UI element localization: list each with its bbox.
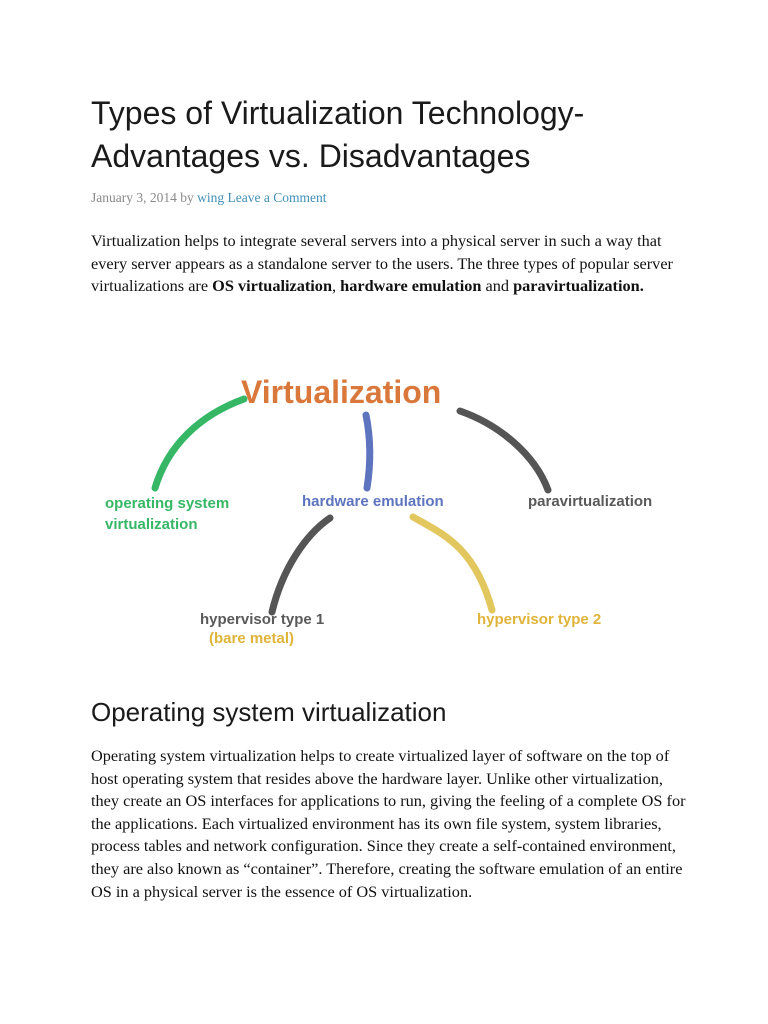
post-date: January 3, 2014 [91,190,177,205]
os-virtualization-label [105,493,229,535]
leave-comment-link[interactable]: Leave a Comment [227,190,327,205]
hypervisor-type1-sub-label: (bare metal) [209,630,295,647]
intro-bold-hardware: hardware emulation [340,276,482,295]
intro-paragraph [91,230,681,298]
branch-para-stroke [460,411,548,490]
branch-hyper1-stroke [272,518,330,612]
intro-text-2: , [332,276,341,295]
intro-text-1: Virtualization helps to integrate several servers into a physical server in such a way that every server appears as a standalone server to the users. The three types of popular server virtualizations are [91,231,673,295]
hardware-emulation-label: hardware emulation [302,493,444,510]
intro-text-3: and [481,276,514,295]
section-paragraph: Operating system virtualization helps to create virtualized layer of software on the top of host operating system that resides above the hardware layer. Unlike other virtualization, they create an OS interfaces for applications to run, giving the feeling of a complete OS for the applications. Each virtualized environment has its own file system, system libraries, process tables and network configuration. Since they create a self-contained environment, they are also known as “container”. Therefore, creating the software emulation of an entire OS in a physical server is the essence of OS virtualization. [91,746,686,901]
diagram-root-label: Virtualization [241,374,442,410]
paravirtualization-label: paravirtualization [528,493,653,510]
hypervisor-type1-label: hypervisor type 1 [200,611,325,628]
branch-hyper2-stroke [413,517,492,610]
os-label-line1: operating system [105,495,230,512]
section-heading: Operating system virtualization [91,697,447,727]
intro-bold-para: paravirtualization. [513,276,644,295]
branch-hardware-stroke [366,415,370,488]
post-by: by [180,190,194,205]
author-link[interactable]: wing [197,190,225,205]
intro-bold-os: OS virtualization [212,276,333,295]
hypervisor-type2-label: hypervisor type 2 [477,611,602,628]
branch-os-stroke [155,399,244,488]
article-title: Types of Virtualization Technology- Advantages vs. Disadvantages [91,95,585,174]
post-meta [91,189,691,207]
os-label-line2: virtualization [105,516,198,533]
